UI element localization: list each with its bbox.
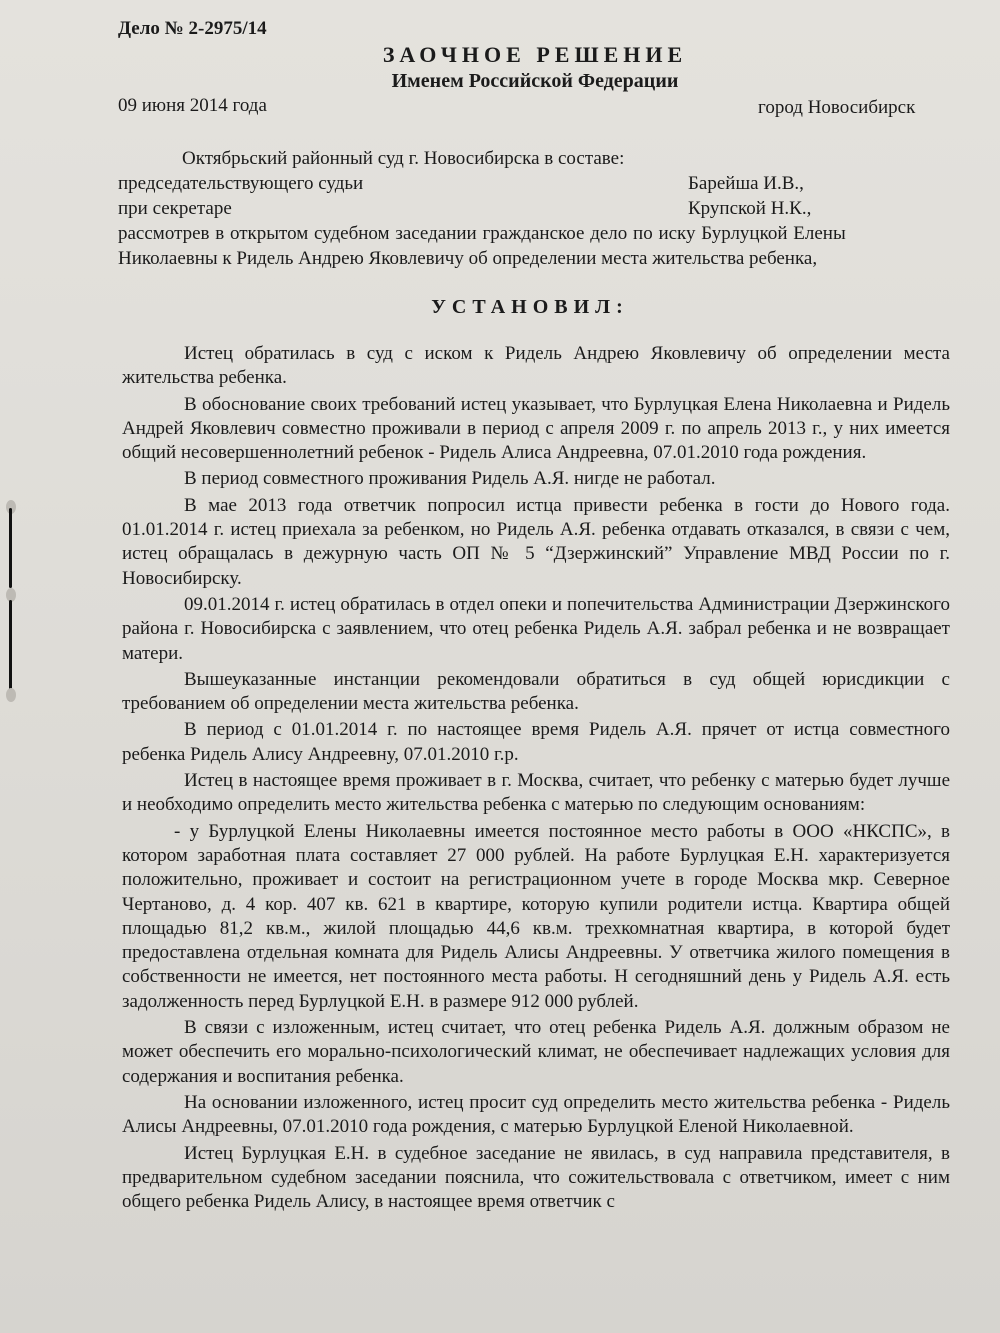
document-subtitle: Именем Российской Федерации: [391, 70, 679, 92]
document-body: [122, 342, 950, 1214]
section-heading: УСТАНОВИЛ:: [431, 296, 629, 318]
binding-hole: [6, 688, 16, 702]
paragraph: В мае 2013 года ответчик попросил истца привести ребенка в гости до Нового года. 01.01.2014 г. истец приехала за ребенком, но Ридель А.Я. ребенка отдавать отказался, в связи с чем, истец обращалась в дежурную часть ОП № 5 “Дзержинский” Управление МВД России по г. Новосибирску.: [122, 494, 950, 589]
paragraph: - у Бурлуцкой Елены Николаевны имеется постоянное место работы в ООО «НКСПС», в котором заработная плата составляет 27 000 рублей. На работе Бурлуцкая Е.Н. характеризуется положительно, проживает и состоит на регистрационном учете в городе Москва мкр. Северное Чертаново, д. 4 кор. 407 кв. 621 в квартире, которую купили родители истца. Квартира общей площадью 81,2 кв.м., жилой площадью 44,6 кв.м. трехкомнатная квартира, в которой будет предоставлена отдельная комната для Ридель Алисы Андреевны. У ответчика жилого помещения в собственности не имеется, нет постоянного места работы. Н сегодняшний день у Ридель А.Я. есть задолженность перед Бурлуцкой Е.Н. в размере 912 000 рублей.: [122, 820, 950, 1012]
paragraph: На основании изложенного, истец просит суд определить место жительства ребенка - Ридель Алисы Андреевны, 07.01.2010 года рождения, с матерью Бурлуцкой Еленой Николаевной.: [122, 1091, 950, 1138]
case-description-line2: Николаевны к Ридель Андрею Яковлевичу об определении места жительства ребенка,: [118, 248, 818, 269]
paragraph: Вышеуказанные инстанции рекомендовали обратиться в суд общей юрисдикции с требованием об определении места жительства ребенка.: [122, 668, 950, 715]
paragraph: В период совместного проживания Ридель А.Я. нигде не работал.: [184, 468, 716, 490]
judge-name: Барейша И.В.,: [688, 173, 804, 194]
paragraph: В связи с изложенным, истец считает, что отец ребенка Ридель А.Я. должным образом не может обеспечить его морально-психологический климат, не обеспечивает надлежащих условия для содержания и воспитания ребенка.: [122, 1017, 950, 1087]
case-number: Дело № 2-2975/14: [118, 18, 267, 39]
court-intro: Октябрьский районный суд г. Новосибирска в составе:: [182, 148, 625, 169]
thread-stitch: [9, 508, 12, 588]
paragraph: Истец в настоящее время проживает в г. Москва, считает, что ребенку с матерью будет лучше и необходимо определить место жительства ребенка с матерью по следующим основаниям:: [122, 770, 950, 816]
thread-stitch: [9, 600, 12, 690]
secretary-label: при секретаре: [118, 198, 232, 219]
paragraph: В обоснование своих требований истец указывает, что Бурлуцкая Елена Николаевна и Ридель Андрей Яковлевич совместно проживали в период с апреля 2009 г. по апрель 2013 г., у них имеется общий несовершеннолетний ребенок - Ридель Алиса Андреевна, 07.01.2010 года рождения.: [122, 393, 950, 464]
binding-thread: [0, 480, 22, 720]
judge-label: председательствующего судьи: [118, 173, 364, 194]
paragraph: 09.01.2014 г. истец обратилась в отдел опеки и попечительства Администрации Дзержинского района г. Новосибирска с заявлением, что отец ребенка Ридель А.Я. забрал ребенка и не возвращает матери.: [122, 593, 950, 664]
paragraph: В период с 01.01.2014 г. по настоящее время Ридель А.Я. прячет от истца совместного ребенка Ридель Алису Андреевну, 07.01.2010 г.р.: [122, 719, 950, 765]
document-date: 09 июня 2014 года: [118, 95, 267, 116]
secretary-name: Крупской Н.К.,: [688, 198, 812, 219]
case-description-line1: рассмотрев в открытом судебном заседании гражданское дело по иску Бурлуцкой Елены: [118, 223, 846, 244]
paragraph: Истец Бурлуцкая Е.Н. в судебное заседание не явилась, в суд направила представителя, в предварительном судебном заседании пояснила, что сожительствовала с ответчиком, имеет с ним общего ребенка Ридель Алису, в настоящее время ответчик с: [122, 1142, 950, 1213]
document-city: город Новосибирск: [758, 97, 916, 118]
document-title: ЗАОЧНОЕ РЕШЕНИЕ: [382, 42, 688, 67]
paragraph: Истец обратилась в суд с иском к Ридель Андрею Яковлевичу об определении места жительства ребенка.: [122, 343, 950, 389]
